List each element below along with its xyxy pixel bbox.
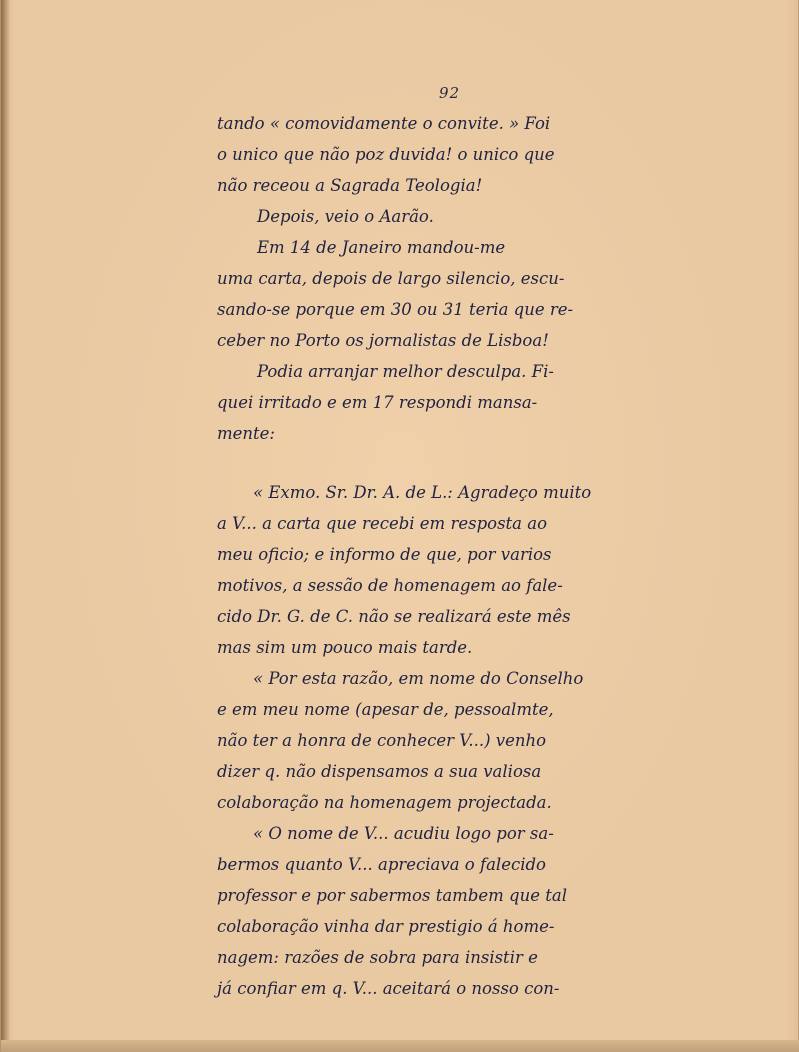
text-line: ceber no Porto os jornalistas de Lisboa!	[217, 331, 549, 350]
text-line: não receou a Sagrada Teologia!	[217, 176, 483, 195]
text-line: cido Dr. G. de C. não se realizará este mês	[217, 607, 571, 626]
page-number: 92	[439, 84, 461, 102]
text-line: tando « comovidamente o convite. » Foi	[217, 114, 551, 133]
text-line: quei irritado e em 17 respondi mansa-	[217, 393, 538, 412]
text-line: « Por esta razão, em nome do Conselho	[253, 669, 584, 688]
text-line: nagem: razões de sobra para insistir e	[217, 948, 538, 967]
text-line: sando-se porque em 30 ou 31 teria que re-	[217, 300, 574, 319]
text-line: colaboração na homenagem projectada.	[217, 793, 552, 812]
text-line: « O nome de V... acudiu logo por sa-	[253, 824, 554, 843]
text-line: « Exmo. Sr. Dr. A. de L.: Agradeço muito	[253, 483, 592, 502]
text-line: e em meu nome (apesar de, pessoalmte,	[217, 700, 554, 719]
text-line: dizer q. não dispensamos a sua valiosa	[217, 762, 542, 781]
text-line: uma carta, depois de largo silencio, escu-	[217, 269, 565, 288]
text-line: não ter a honra de conhecer V...) venho	[217, 731, 547, 750]
handwritten-text	[217, 108, 687, 1004]
text-line: Em 14 de Janeiro mandou-me	[257, 238, 506, 257]
text-line: Podia arranjar melhor desculpa. Fi-	[257, 362, 554, 381]
text-line: mente:	[217, 424, 275, 443]
page-binding-edge	[1, 0, 10, 1052]
text-line: já confiar em q. V... aceitará o nosso con-	[217, 979, 560, 998]
text-line: meu oficio; e informo de que, por varios	[217, 545, 552, 564]
text-line: Depois, veio o Aarão.	[257, 207, 434, 226]
text-line: o unico que não poz duvida! o unico que	[217, 145, 555, 164]
text-line: colaboração vinha dar prestigio á home-	[217, 917, 555, 936]
text-line: motivos, a sessão de homenagem ao fale-	[217, 576, 563, 595]
page-bottom-edge	[1, 1040, 799, 1052]
text-line: mas sim um pouco mais tarde.	[217, 638, 473, 657]
text-line: a V... a carta que recebi em resposta ao	[217, 514, 548, 533]
text-line: bermos quanto V... apreciava o falecido	[217, 855, 546, 874]
text-line: professor e por sabermos tambem que tal	[217, 886, 567, 905]
